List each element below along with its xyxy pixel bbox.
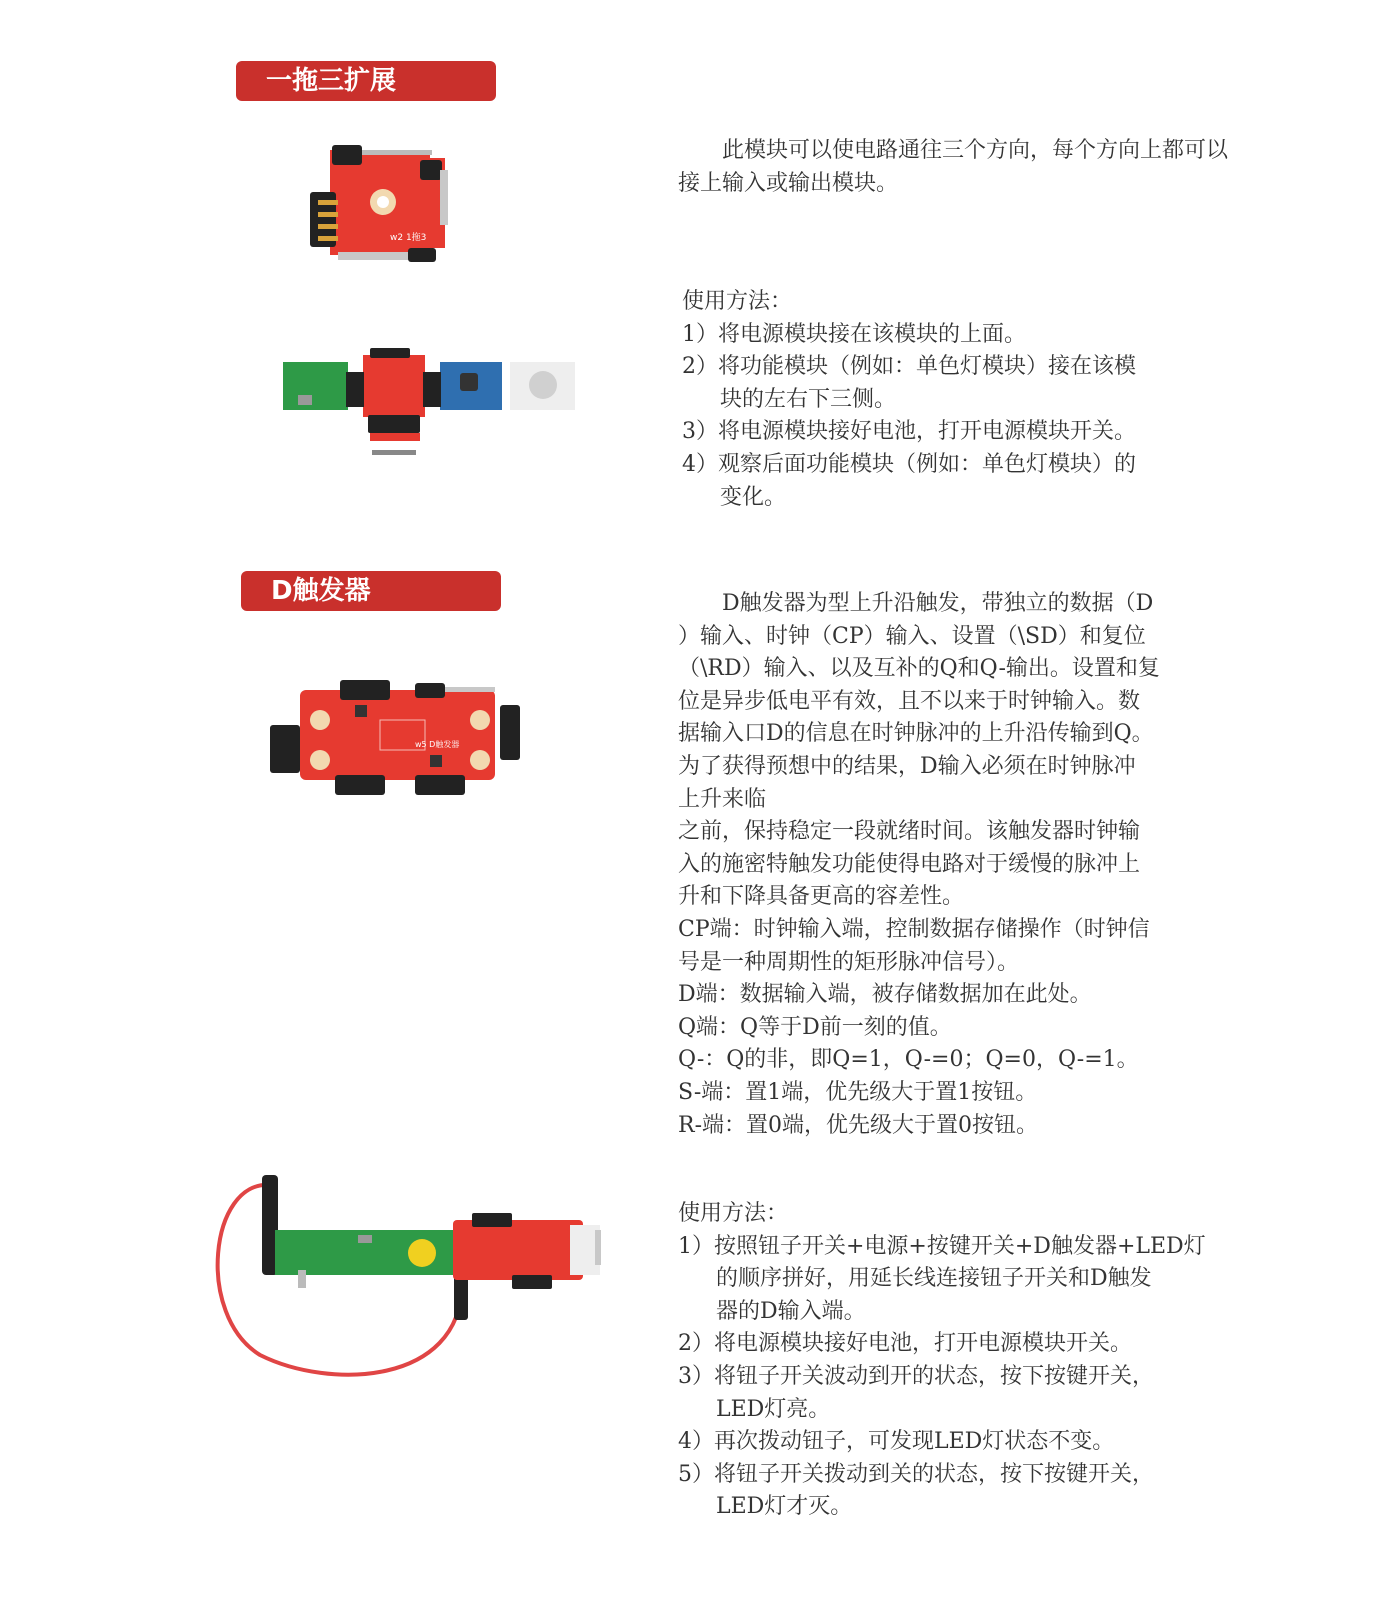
tee-expansion-board-photo [290, 130, 490, 280]
section1-usage [682, 286, 1232, 514]
section2-desc-line: CP端：时钟输入端，控制数据存储操作（时钟信 [678, 916, 1150, 942]
d-flipflop-board-photo [265, 675, 530, 800]
section1-usage-title: 使用方法： [682, 289, 793, 314]
section1-step: 块的左右下三侧。 [720, 386, 897, 412]
section1-step: 1）将电源模块接在该模块的上面。 [682, 321, 1026, 347]
section2-step: 2）将电源模块接好电池，打开电源模块开关。 [678, 1331, 1132, 1357]
section2-step: LED灯亮。 [716, 1396, 831, 1422]
section2-desc-line: 之前，保持稳定一段就绪时间。该触发器时钟输 [678, 819, 1141, 845]
section2-desc-line: Q端：Q等于D前一刻的值。 [678, 1014, 952, 1040]
section2-desc-line: R-端：置0端，优先级大于置0按钮。 [678, 1112, 1038, 1138]
section2-desc-line: S-端：置1端，优先级大于置1按钮。 [678, 1079, 1038, 1105]
section1-step: 变化。 [720, 484, 787, 510]
section2-desc-line: 据输入口D的信息在时钟脉冲的上升沿传输到Q。 [678, 721, 1154, 747]
section2-description [678, 588, 1228, 1142]
section1-description: 此模块可以使电路通往三个方向，每个方向上都可以接上输入或输出模块。 [678, 138, 1229, 196]
section2-desc-line: 为了获得预想中的结果，D输入必须在时钟脉冲 [678, 753, 1136, 779]
section2-title-badge: D触发器 [241, 571, 501, 611]
section2-desc-line: D触发器为型上升沿触发，带独立的数据（D [678, 591, 1154, 616]
section1-step: 3）将电源模块接好电池，打开电源模块开关。 [682, 419, 1136, 445]
section2-step: 的顺序拼好，用延长线连接钮子开关和D触发 [716, 1266, 1152, 1292]
section2-desc-line: D端：数据输入端，被存储数据加在此处。 [678, 982, 1092, 1008]
section1-step: 2）将功能模块（例如：单色灯模块）接在该模 [682, 354, 1136, 380]
section2-desc-line: Q-：Q的非，即Q=1，Q-=0；Q=0，Q-=1。 [678, 1047, 1139, 1073]
tee-expansion-assembly-photo [278, 345, 578, 465]
section2-step: 1）按照钮子开关+电源+按键开关+D触发器+LED灯 [678, 1233, 1206, 1259]
d-flipflop-assembly-photo [200, 1165, 610, 1390]
section1-title-badge: 一拖三扩展 [236, 61, 496, 101]
section2-desc-line: 位是异步低电平有效，且不以来于时钟输入。数 [678, 688, 1141, 714]
section2-step: LED灯才灭。 [716, 1494, 853, 1520]
section1-step: 4）观察后面功能模块（例如：单色灯模块）的 [682, 451, 1136, 477]
section2-step: 5）将钮子开关拨动到关的状态，按下按键开关， [678, 1461, 1154, 1487]
tee-board-label: w2 1拖3 [390, 233, 427, 243]
section2-step: 3）将钮子开关波动到开的状态，按下按键开关， [678, 1363, 1154, 1389]
section2-desc-line: ）输入、时钟（CP）输入、设置（\SD）和复位 [678, 623, 1146, 649]
d-flipflop-board-label: w5 D触发器 [415, 740, 460, 749]
section2-usage [678, 1198, 1228, 1524]
section2-desc-line: 升和下降具备更高的容差性。 [678, 884, 965, 910]
section2-usage-title: 使用方法： [678, 1201, 789, 1226]
section2-desc-line: 入的施密特触发功能使得电路对于缓慢的脉冲上 [678, 851, 1141, 877]
section2-desc-line: 上升来临 [678, 786, 767, 812]
section2-step: 4）再次拨动钮子，可发现LED灯状态不变。 [678, 1429, 1115, 1455]
section2-step: 器的D输入端。 [716, 1298, 866, 1324]
section2-desc-line: 号是一种周期性的矩形脉冲信号）。 [678, 949, 1020, 975]
section2-desc-line: （\RD）输入、以及互补的Q和Q-输出。设置和复 [678, 656, 1160, 682]
